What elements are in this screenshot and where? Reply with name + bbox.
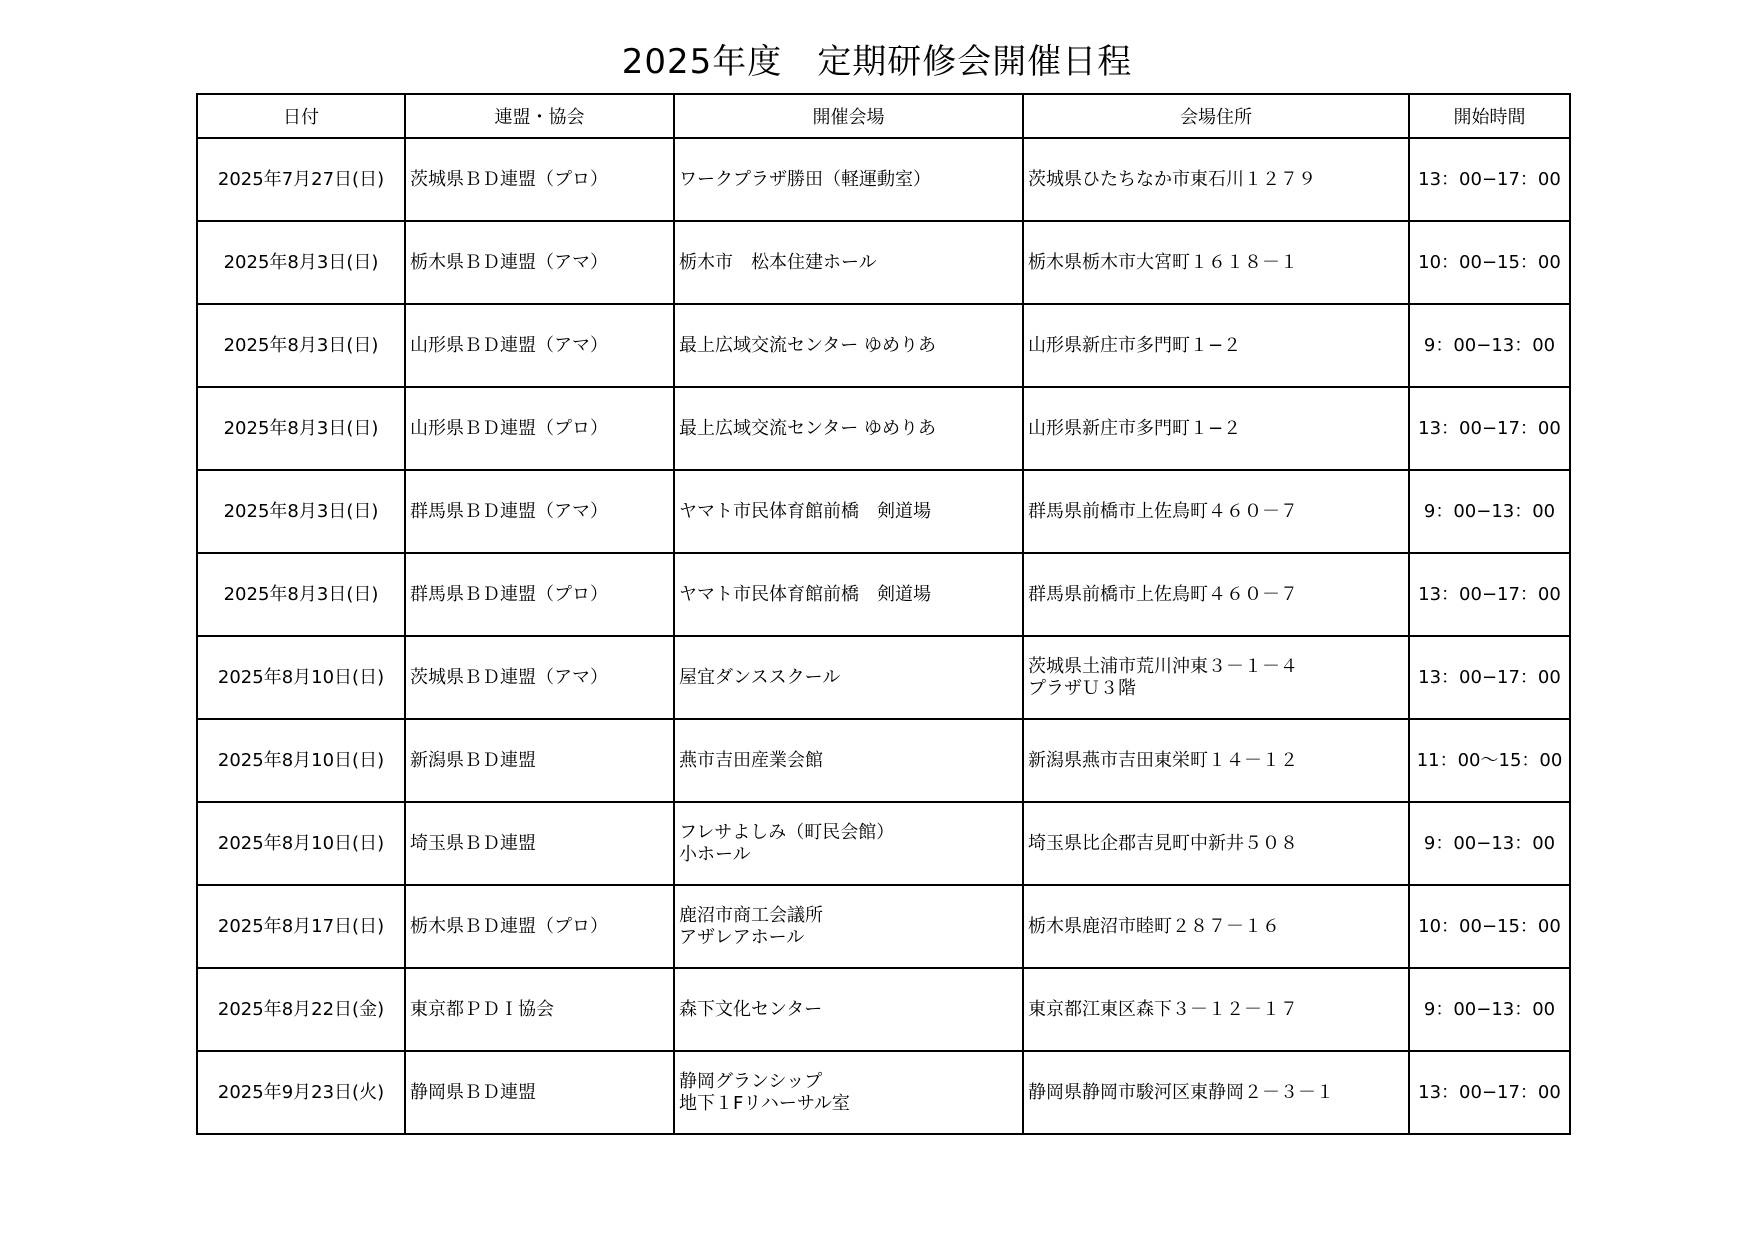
cell-org: 群馬県ＢＤ連盟（プロ） bbox=[405, 553, 674, 636]
table-row bbox=[197, 387, 1570, 470]
venue-line: 鹿沼市商工会議所 bbox=[679, 904, 823, 926]
venue-line: 森下文化センター bbox=[679, 998, 823, 1020]
cell-address bbox=[1023, 802, 1409, 885]
cell-date: 2025年8月10日(日) bbox=[197, 802, 405, 885]
cell-time: 10：00−15：00 bbox=[1409, 885, 1570, 968]
address-line: 群馬県前橋市上佐鳥町４６０－７ bbox=[1028, 500, 1298, 522]
cell-time: 9：00−13：00 bbox=[1409, 470, 1570, 553]
cell-address bbox=[1023, 387, 1409, 470]
cell-org: 茨城県ＢＤ連盟（アマ） bbox=[405, 636, 674, 719]
table-row bbox=[197, 138, 1570, 221]
venue-line: アザレアホール bbox=[679, 926, 805, 948]
cell-org: 茨城県ＢＤ連盟（プロ） bbox=[405, 138, 674, 221]
cell-time: 13：00−17：00 bbox=[1409, 1051, 1570, 1134]
venue-line: ヤマト市民体育館前橋 剣道場 bbox=[679, 500, 931, 522]
cell-time: 10：00−15：00 bbox=[1409, 221, 1570, 304]
cell-address bbox=[1023, 221, 1409, 304]
cell-org: 栃木県ＢＤ連盟（プロ） bbox=[405, 885, 674, 968]
cell-address bbox=[1023, 1051, 1409, 1134]
cell-date: 2025年8月17日(日) bbox=[197, 885, 405, 968]
cell-date: 2025年8月3日(日) bbox=[197, 470, 405, 553]
cell-time: 13：00−17：00 bbox=[1409, 138, 1570, 221]
address-line: 山形県新庄市多門町１−２ bbox=[1028, 334, 1242, 356]
cell-address bbox=[1023, 636, 1409, 719]
column-header-venue: 開催会場 bbox=[674, 94, 1023, 138]
cell-date: 2025年8月3日(日) bbox=[197, 553, 405, 636]
cell-date: 2025年8月10日(日) bbox=[197, 636, 405, 719]
address-line: 茨城県ひたちなか市東石川１２７９ bbox=[1028, 168, 1316, 190]
table-row bbox=[197, 304, 1570, 387]
column-header-date: 日付 bbox=[197, 94, 405, 138]
venue-line: 静岡グランシップ bbox=[679, 1070, 823, 1092]
cell-org: 山形県ＢＤ連盟（アマ） bbox=[405, 304, 674, 387]
column-header-address: 会場住所 bbox=[1023, 94, 1409, 138]
cell-date: 2025年9月23日(火) bbox=[197, 1051, 405, 1134]
schedule-table bbox=[196, 93, 1571, 1135]
cell-venue bbox=[674, 802, 1023, 885]
address-line: 群馬県前橋市上佐鳥町４６０－７ bbox=[1028, 583, 1298, 605]
venue-line: 栃木市 松本住建ホール bbox=[679, 251, 877, 273]
column-header-org: 連盟・協会 bbox=[405, 94, 674, 138]
address-line: プラザＵ３階 bbox=[1028, 677, 1136, 699]
venue-line: 小ホール bbox=[679, 843, 751, 865]
table-row bbox=[197, 553, 1570, 636]
cell-address bbox=[1023, 470, 1409, 553]
cell-venue bbox=[674, 304, 1023, 387]
cell-venue bbox=[674, 553, 1023, 636]
venue-line: 燕市吉田産業会館 bbox=[679, 749, 823, 771]
cell-venue bbox=[674, 968, 1023, 1051]
address-line: 栃木県鹿沼市睦町２８７－１６ bbox=[1028, 915, 1280, 937]
cell-org: 新潟県ＢＤ連盟 bbox=[405, 719, 674, 802]
cell-time: 13：00−17：00 bbox=[1409, 387, 1570, 470]
cell-venue bbox=[674, 470, 1023, 553]
venue-line: 最上広域交流センター ゆめりあ bbox=[679, 334, 937, 356]
table-row bbox=[197, 636, 1570, 719]
page-title: 2025年度 定期研修会開催日程 bbox=[621, 42, 1133, 82]
cell-date: 2025年8月10日(日) bbox=[197, 719, 405, 802]
table-row bbox=[197, 802, 1570, 885]
venue-line: 地下１Fリハーサル室 bbox=[679, 1092, 850, 1114]
table-row bbox=[197, 719, 1570, 802]
column-header-time: 開始時間 bbox=[1409, 94, 1570, 138]
venue-line: 最上広域交流センター ゆめりあ bbox=[679, 417, 937, 439]
cell-org: 埼玉県ＢＤ連盟 bbox=[405, 802, 674, 885]
table-row bbox=[197, 968, 1570, 1051]
cell-org: 東京都ＰＤＩ協会 bbox=[405, 968, 674, 1051]
venue-line: ヤマト市民体育館前橋 剣道場 bbox=[679, 583, 931, 605]
cell-address bbox=[1023, 719, 1409, 802]
cell-org: 群馬県ＢＤ連盟（アマ） bbox=[405, 470, 674, 553]
table-row bbox=[197, 470, 1570, 553]
table-row bbox=[197, 1051, 1570, 1134]
cell-org: 栃木県ＢＤ連盟（アマ） bbox=[405, 221, 674, 304]
address-line: 栃木県栃木市大宮町１６１８－１ bbox=[1028, 251, 1298, 273]
cell-date: 2025年8月3日(日) bbox=[197, 387, 405, 470]
cell-org: 静岡県ＢＤ連盟 bbox=[405, 1051, 674, 1134]
cell-address bbox=[1023, 138, 1409, 221]
cell-time: 13：00−17：00 bbox=[1409, 636, 1570, 719]
cell-venue bbox=[674, 636, 1023, 719]
venue-line: 屋宜ダンススクール bbox=[679, 666, 841, 688]
address-line: 東京都江東区森下３－１２－１７ bbox=[1028, 998, 1298, 1020]
cell-date: 2025年8月22日(金) bbox=[197, 968, 405, 1051]
table-body bbox=[197, 138, 1570, 1134]
address-line: 埼玉県比企郡吉見町中新井５０８ bbox=[1028, 832, 1298, 854]
cell-venue bbox=[674, 387, 1023, 470]
address-line: 山形県新庄市多門町１−２ bbox=[1028, 417, 1242, 439]
cell-time: 11：00～15：00 bbox=[1409, 719, 1570, 802]
table-row bbox=[197, 221, 1570, 304]
cell-time: 13：00−17：00 bbox=[1409, 553, 1570, 636]
table-header-row bbox=[197, 94, 1570, 138]
cell-venue bbox=[674, 719, 1023, 802]
table-row bbox=[197, 885, 1570, 968]
cell-time: 9：00−13：00 bbox=[1409, 304, 1570, 387]
cell-date: 2025年8月3日(日) bbox=[197, 304, 405, 387]
address-line: 新潟県燕市吉田東栄町１４－１２ bbox=[1028, 749, 1298, 771]
cell-date: 2025年7月27日(日) bbox=[197, 138, 405, 221]
cell-date: 2025年8月3日(日) bbox=[197, 221, 405, 304]
address-line: 茨城県土浦市荒川沖東３－１－４ bbox=[1028, 655, 1298, 677]
cell-time: 9：00−13：00 bbox=[1409, 802, 1570, 885]
cell-address bbox=[1023, 304, 1409, 387]
cell-address bbox=[1023, 885, 1409, 968]
venue-line: フレサよしみ（町民会館） bbox=[679, 821, 895, 843]
address-line: 静岡県静岡市駿河区東静岡２－３－１ bbox=[1028, 1081, 1334, 1103]
venue-line: ワークプラザ勝田（軽運動室） bbox=[679, 168, 931, 190]
cell-venue bbox=[674, 138, 1023, 221]
cell-venue bbox=[674, 1051, 1023, 1134]
cell-time: 9：00−13：00 bbox=[1409, 968, 1570, 1051]
cell-address bbox=[1023, 553, 1409, 636]
cell-venue bbox=[674, 221, 1023, 304]
cell-org: 山形県ＢＤ連盟（プロ） bbox=[405, 387, 674, 470]
cell-venue bbox=[674, 885, 1023, 968]
cell-address bbox=[1023, 968, 1409, 1051]
